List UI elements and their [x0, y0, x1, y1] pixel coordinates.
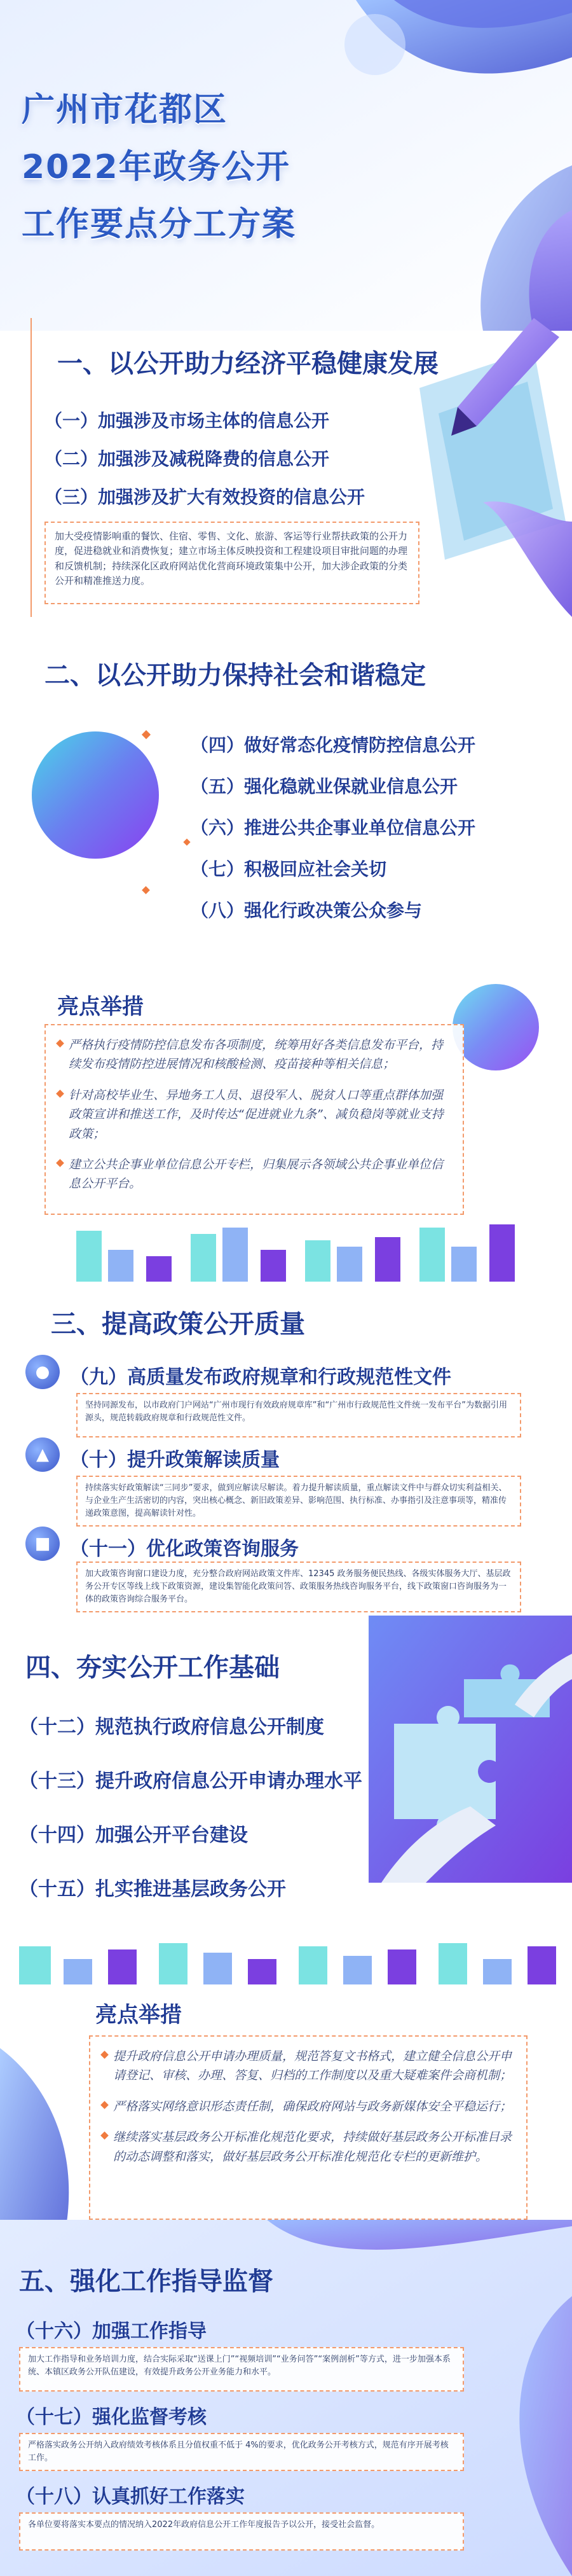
section4-item-13: （十三）提升政府信息公开申请办理水平 — [19, 1770, 362, 1792]
section1-item-1: （一）加强涉及市场主体的信息公开 — [44, 410, 330, 431]
highlight1-item: 严格执行疫情防控信息发布各项制度，统筹用好各类信息发布平台，持续发布疫情防控进展情况和核酸检测、疫苗接种等相关信息； — [69, 1035, 449, 1074]
section5-note-18: 各单位要将落实本要点的情况纳入2022年政府信息公开工作年度报告予以公开，接受社会监督。 — [19, 2512, 464, 2551]
decor-diamond-2 — [183, 838, 190, 845]
section3-note-9: 坚持同源发布，以市政府门户网站“广州市现行有效政府规章库”和“广州市行政规范性文件统一发布平台”为数据引用源头，规范转载政府规章和行政规范性文件。 — [76, 1393, 521, 1437]
section1-heading: 一、以公开助力经济平稳健康发展 — [57, 349, 439, 378]
section3-sub-9: （九）高质量发布政府规章和行政规范性文件 — [70, 1366, 451, 1388]
section3-heading: 三、提高政策公开质量 — [51, 1310, 305, 1339]
section1-note-box: 加大受疫情影响重的餐饮、住宿、零售、文化、旅游、客运等行业帮扶政策的公开力度，促进稳就业和消费恢复；建立市场主体反映投资和工程建设项目审批问题的办理和反馈机制；持续深化区政府网站优化营商环境政策集中公开，加大涉企政策的分类公开和精准推送力度。 — [44, 522, 419, 604]
section3-note-11: 加大政策咨询窗口建设力度，充分整合政府网站政策文件库、12345 政务服务便民热线、各级实体服务大厅、基层政务公开专区等线上线下政策资源，建设集智能化政策问答、政策服务热线咨询服务平台，线下政策窗口咨询服务为一体的政策咨询综合服务平台。 — [76, 1562, 521, 1612]
section1-item-2: （二）加强涉及减税降费的信息公开 — [44, 448, 330, 469]
section5-sub-18: （十八）认真抓好工作落实 — [16, 2486, 245, 2508]
highlight2-item: 继续落实基层政务公开标准化规范化要求，持续做好基层政务公开标准目录的动态调整和落实，做好基层政务公开标准化规范化专栏的更新维护。 — [113, 2128, 512, 2166]
chart-icon: ▲ — [25, 1437, 60, 1472]
highlight1-box — [44, 1024, 464, 1215]
decor-diamond-3 — [142, 886, 150, 894]
section2-item-6: （六）推进公共企事业单位信息公开 — [191, 817, 476, 838]
section5-sub-16: （十六）加强工作指导 — [16, 2320, 207, 2343]
chat-icon: ■ — [25, 1527, 60, 1561]
section3-note-10: 持续落实好政策解读“三同步”要求，做到应解读尽解读。着力提升解读质量，重点解读文件中与群众切实利益相关、与企业生产生活密切的内容，突出核心概念、新旧政策差异、影响范围、执行标准、办事指引及注意事项等，精准传递政策意图，提高解读针对性。 — [76, 1476, 521, 1527]
section3-sub-11: （十一）优化政策咨询服务 — [70, 1538, 299, 1560]
highlight1-title: 亮点举措 — [57, 994, 144, 1020]
section2-item-7: （七）积极回应社会关切 — [191, 859, 387, 880]
highlight2-box — [89, 2035, 528, 2220]
section2-item-5: （五）强化稳就业保就业信息公开 — [191, 776, 458, 797]
users-icon: ● — [25, 1355, 60, 1389]
section2-item-8: （八）强化行政决策公众参与 — [191, 900, 423, 921]
section4-puzzle-illustration — [369, 1616, 572, 1883]
highlight1-item: 建立公共企事业单位信息公开专栏，归集展示各领域公共企事业单位信息公开平台。 — [69, 1155, 449, 1194]
section4-item-15: （十五）扎实推进基层政务公开 — [19, 1878, 286, 1901]
highlight2-item: 提升政府信息公开申请办理质量，规范答复文书格式，建立健全信息公开申请登记、审核、办理、答复、归档的工作制度以及重大疑难案件会商机制； — [113, 2047, 512, 2086]
section5-note-16: 加大工作指导和业务培训力度，结合实际采取“送课上门”“视频培训”“业务问答”“案例剖析”等方式，进一步加强本系统、本镇区政务公开队伍建设，有效提升政务公开业务能力和水平。 — [19, 2347, 464, 2392]
title-line-1: 广州市花都区 — [22, 91, 228, 129]
highlight1-item: 针对高校毕业生、异地务工人员、退役军人、脱贫人口等重点群体加强政策宣讲和推送工作，及时传达“促进就业九条”、减负稳岗等就业支持政策； — [69, 1086, 449, 1144]
highlight2-title: 亮点举措 — [95, 2002, 182, 2028]
section4-item-14: （十四）加强公开平台建设 — [19, 1824, 248, 1846]
section1-item-3: （三）加强涉及扩大有效投资的信息公开 — [44, 487, 365, 508]
section5-note-17: 严格落实政务公开纳入政府绩效考核体系且分值权重不低于 4%的要求，优化政务公开考核方式，规范有序开展考核工作。 — [19, 2433, 464, 2471]
section5-heading: 五、强化工作指导监督 — [19, 2267, 273, 2296]
section5-sub-17: （十七）强化监督考核 — [16, 2406, 207, 2428]
title-line-3: 工作要点分工方案 — [22, 205, 297, 244]
section2-sphere-decoration — [25, 719, 178, 871]
section3-sub-10: （十）提升政策解读质量 — [70, 1449, 280, 1471]
highlight2-item: 严格落实网络意识形态责任制，确保政府网站与政务新媒体安全平稳运行； — [113, 2097, 512, 2116]
section4-heading: 四、夯实公开工作基础 — [25, 1653, 280, 1682]
title-line-2: 2022年政务公开 — [22, 148, 290, 186]
section1-vertical-line — [31, 318, 32, 617]
section2-heading: 二、以公开助力保持社会和谐稳定 — [44, 661, 426, 690]
section4-item-12: （十二）规范执行政府信息公开制度 — [19, 1716, 324, 1738]
section2-item-4: （四）做好常态化疫情防控信息公开 — [191, 735, 476, 756]
